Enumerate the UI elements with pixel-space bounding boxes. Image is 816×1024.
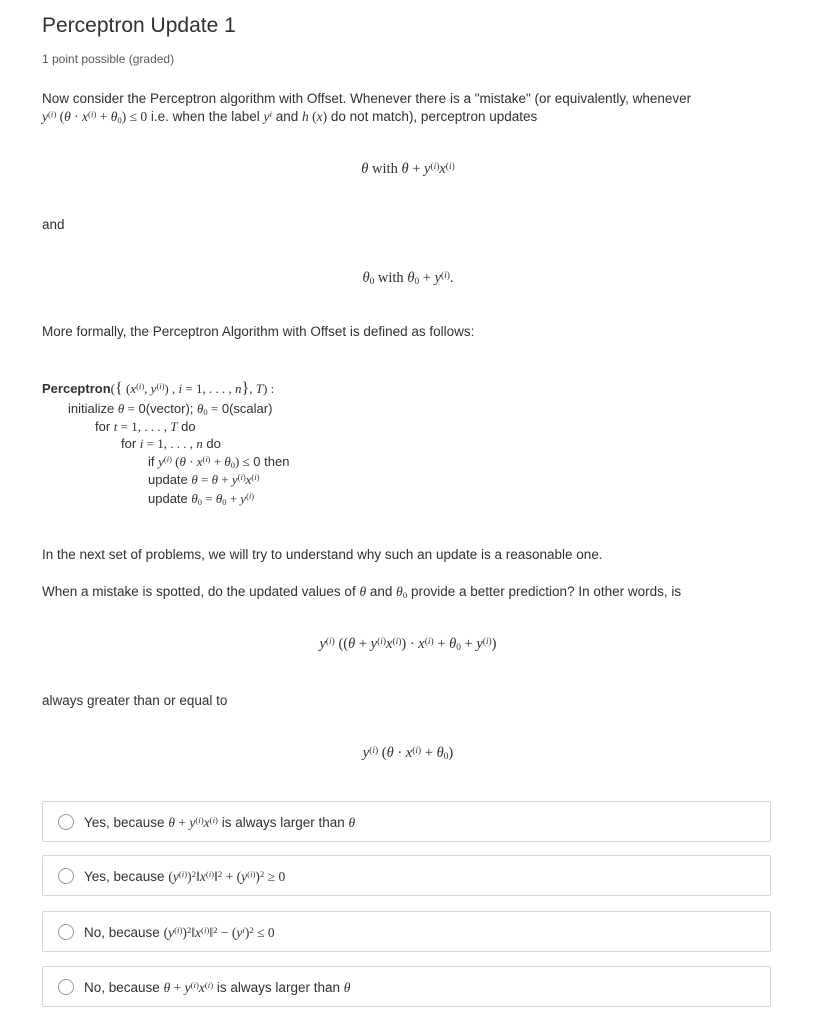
do-keyword: do (181, 419, 196, 434)
theta-with-word: with (372, 161, 398, 177)
for-keyword: for (121, 436, 137, 451)
intro-line2-tail: i.e. when the label (150, 109, 260, 124)
radio-button[interactable] (58, 814, 74, 830)
problem-title: Perceptron Update 1 (42, 14, 236, 37)
theta0-with-word: with (377, 270, 404, 286)
algorithm-header: Perceptron({ ($x^{(i)}$, $y^{(i)}$) , i = 1, . . . , n}, T) : (42, 379, 275, 397)
algorithm-condition: if $y^{(i)}$ $(\theta \cdot x^{(i)} + \theta_0) \le 0$ then (148, 454, 290, 471)
question-and: and (369, 584, 393, 599)
option-4-label: No, because $\theta + y^{(i)}x^{(i)}$ is always larger than θ (84, 980, 351, 995)
init-scalar: 0(scalar) (221, 401, 273, 416)
init-keyword: initialize (68, 401, 115, 416)
and-text: and (42, 217, 65, 232)
radio-button[interactable] (58, 979, 74, 995)
algorithm-update-theta: update $\theta = \theta + y^{(i)}x^{(i)}$ (148, 472, 260, 487)
grading-info: 1 point possible (graded) (42, 52, 175, 66)
radio-button[interactable] (58, 924, 74, 940)
option-4[interactable] (42, 966, 771, 1007)
for-keyword: for (95, 419, 111, 434)
intro-line2-and: and (275, 109, 299, 124)
algorithm-name: Perceptron (42, 381, 111, 396)
option-1[interactable] (42, 801, 771, 842)
intro-line-1: Now consider the Perceptron algorithm with Offset. Whenever there is a "mistake" (or equivalently, whenever (42, 91, 692, 106)
algorithm-outer-loop: for t = 1, . . . , T do (95, 419, 196, 434)
update-keyword: update (148, 491, 188, 506)
next-set-text: In the next set of problems, we will try to understand why such an update is a reasonable one. (42, 547, 603, 562)
algorithm-inner-loop: for i = 1, . . . , n do (121, 436, 221, 451)
question-start: When a mistake is spotted, do the updated values of (42, 584, 356, 599)
comparison-text: always greater than or equal to (42, 693, 228, 708)
do-keyword: do (206, 436, 221, 451)
theta0-update-rule: $\theta_0$ with $\theta_0 + y^{(i)}$. (362, 270, 454, 288)
formal-intro: More formally, the Perceptron Algorithm with Offset is defined as follows: (42, 324, 475, 339)
intro-line2-end: do not match), perceptron updates (330, 109, 538, 124)
option-1-label: Yes, because $\theta + y^{(i)}x^{(i)}$ is always larger than θ (84, 815, 356, 830)
intro-line-2: $y^{(i)}$ $(\theta \cdot x^{(i)} + \theta_0) \le 0$ i.e. when the label $y^i$ and h (x) do not match), perceptron updates (42, 109, 538, 126)
option-2[interactable] (42, 855, 771, 896)
init-vector: 0(vector); (138, 401, 194, 416)
option-2-label: Yes, because $(y^{(i)})^2‖x^{(i)}‖^2 + (y^{(i)})^2 \ge 0$ (84, 869, 286, 884)
updated-expression: $y^{(i)}$ $((\theta + y^{(i)}x^{(i)}) \cdot x^{(i)} + \theta_0 + y^{(i)})$ (319, 636, 497, 654)
if-keyword: if (148, 454, 155, 469)
algorithm-init: initialize θ = 0(vector); $\theta_0$ = 0(scalar) (68, 401, 273, 418)
then-keyword: then (264, 454, 290, 469)
original-expression: $y^{(i)}$ $(\theta \cdot x^{(i)} + \theta_0)$ (362, 745, 454, 763)
radio-button[interactable] (58, 868, 74, 884)
question-end: provide a better prediction? In other words, is (410, 584, 682, 599)
question-text: When a mistake is spotted, do the updated values of θ and $\theta_0$ provide a better prediction? In other words, is (42, 584, 682, 601)
update-keyword: update (148, 472, 188, 487)
option-3-label: No, because $(y^{(i)})^2‖x^{(i)}‖^2 - (y^i)^2 \le 0$ (84, 925, 275, 940)
option-3[interactable] (42, 911, 771, 952)
algorithm-update-theta0: update $\theta_0 = \theta_0 + y^{(i)}$ (148, 491, 255, 508)
theta-update-rule: θ with $\theta + y^{(i)}x^{(i)}$ (361, 161, 455, 177)
